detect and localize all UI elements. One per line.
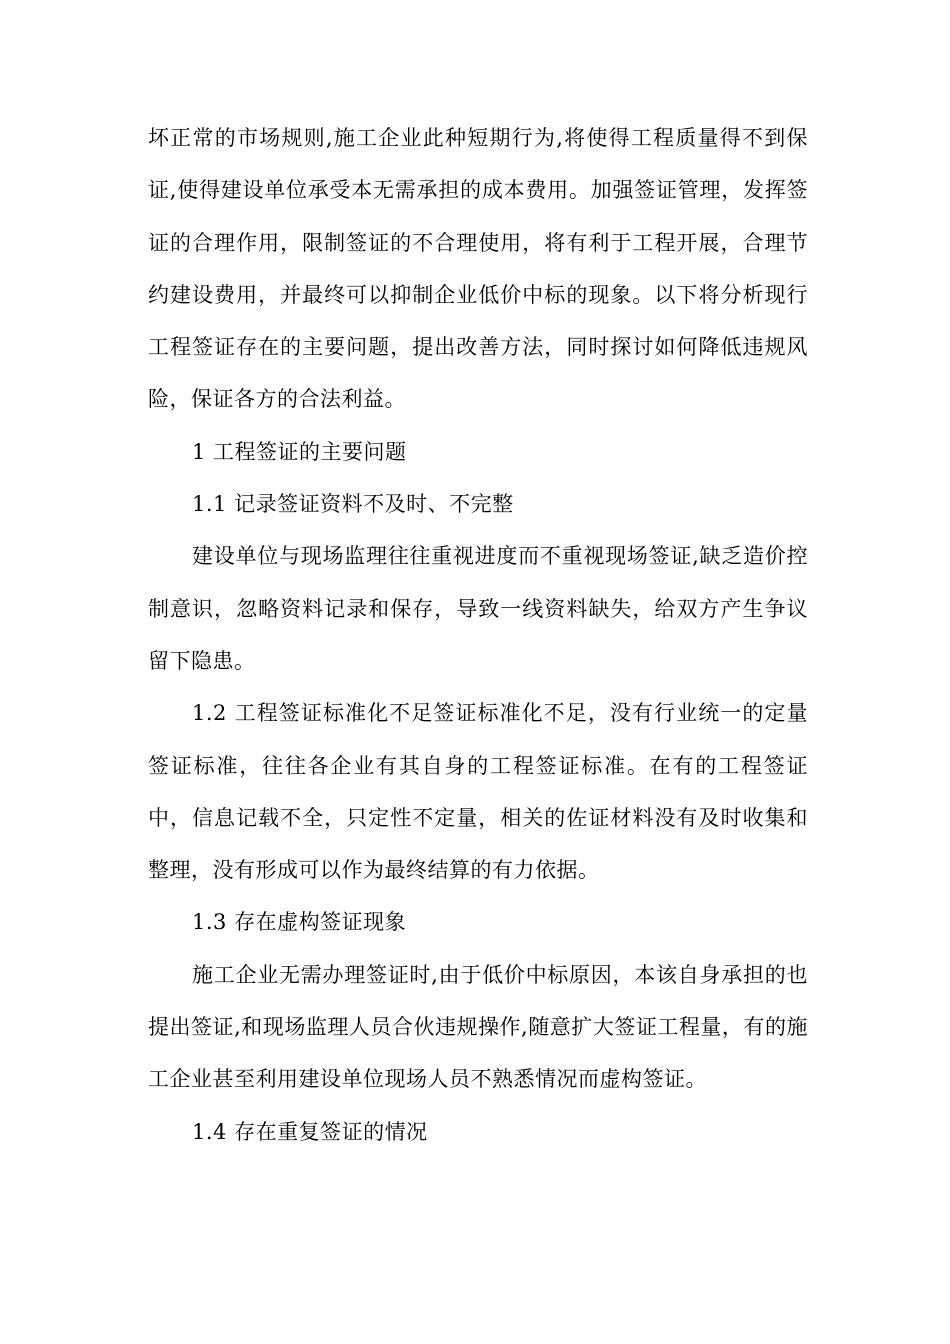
document-body [148,112,808,1158]
subsection-heading-1-4: 1.4 存在重复签证的情况 [192,1119,428,1144]
subsection-heading-1-3: 1.3 存在虚构签证现象 [192,910,407,935]
paragraph-1-3: 施工企业无需办理签证时,由于低价中标原因，本该自身承担的也提出签证,和现场监理人员合伙违规操作,随意扩大签证工程量，有的施工企业甚至利用建设单位现场人员不熟悉情况而虚构签证。 [148,962,808,1092]
section-heading-1: 1 工程签证的主要问题 [192,439,407,464]
subsection-heading-1-1: 1.1 记录签证资料不及时、不完整 [192,492,514,517]
paragraph-1-1: 建设单位与现场监理往往重视进度而不重视现场签证,缺乏造价控制意识，忽略资料记录和保存，导致一线资料缺失，给双方产生争议留下隐患。 [148,544,808,673]
paragraph-1-2: 1.2 工程签证标准化不足签证标准化不足，没有行业统一的定量签证标准，往往各企业有其自身的工程签证标准。在有的工程签证中，信息记载不全，只定性不定量，相关的佐证材料没有及时收集和整理，没有形成可以作为最终结算的有力依据。 [148,701,808,883]
paragraph-intro: 坏正常的市场规则,施工企业此种短期行为,将使得工程质量得不到保证,使得建设单位承受本无需承担的成本费用。加强签证管理，发挥签证的合理作用，限制签证的不合理使用，将有利于工程开展，合理节约建设费用，并最终可以抑制企业低价中标的现象。以下将分析现行工程签证存在的主要问题，提出改善方法，同时探讨如何降低违规风险，保证各方的合法利益。 [148,126,808,412]
